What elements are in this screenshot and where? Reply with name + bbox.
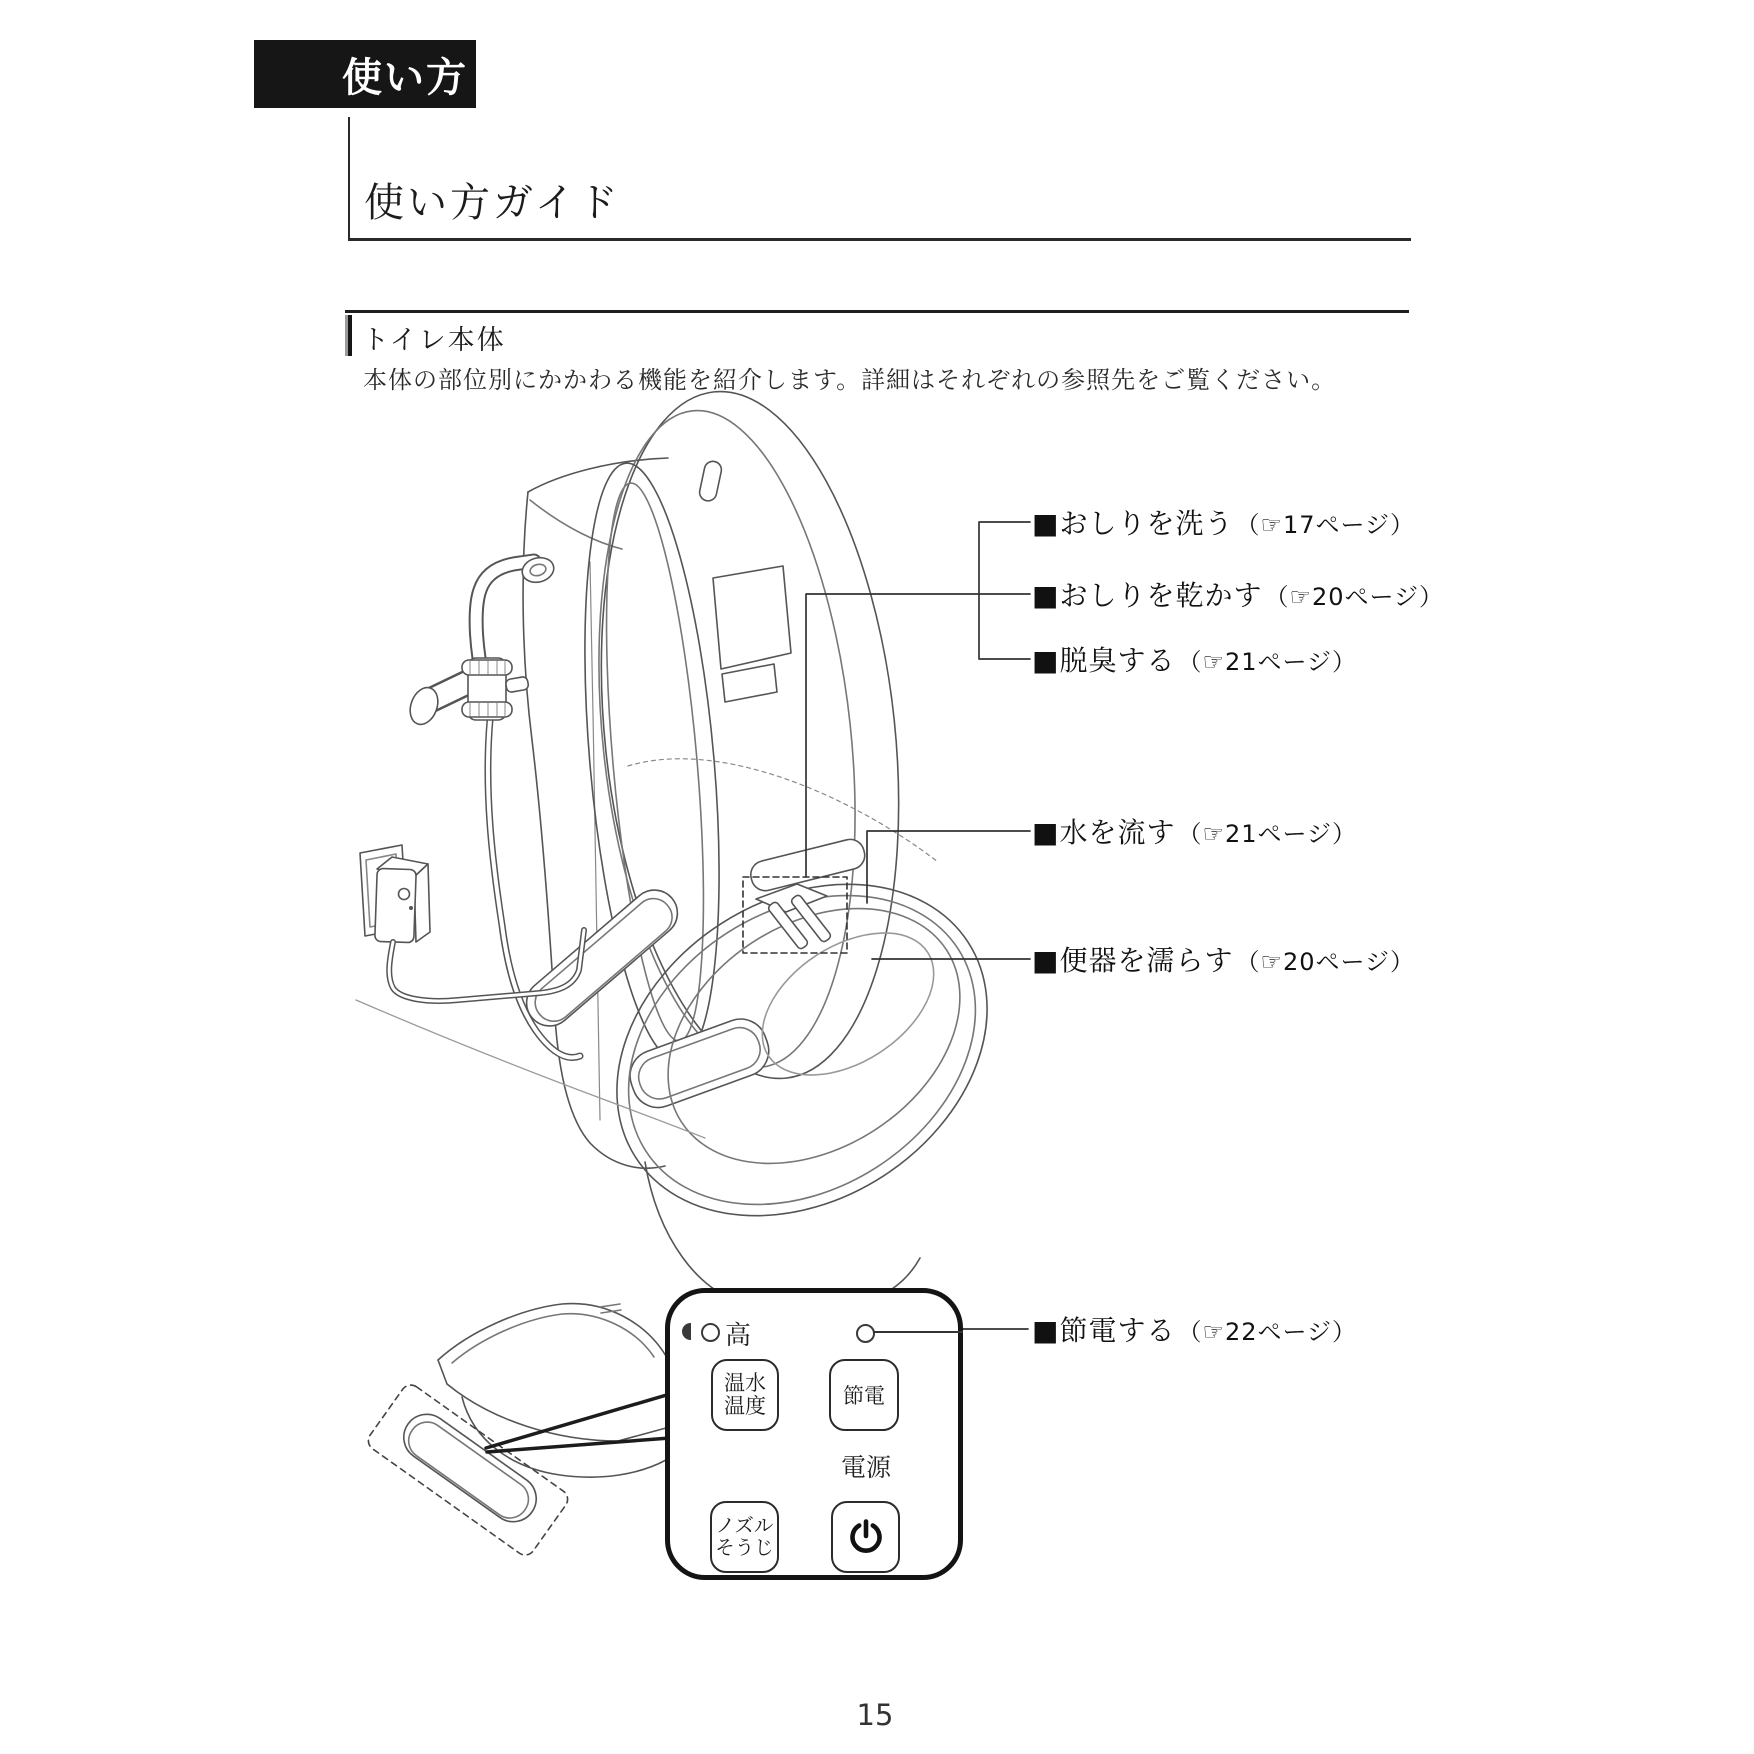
eco-lamp-icon	[856, 1324, 875, 1343]
water-temp-line1: 温水	[724, 1370, 766, 1395]
nozzle-clean-line1: ノズル	[715, 1514, 774, 1538]
stop-valve	[462, 658, 529, 720]
section-description: 本体の部位別にかかわる機能を紹介します。詳細はそれぞれの参照先をご覧ください。	[363, 366, 1337, 394]
leader-flush	[867, 831, 1030, 903]
callout-deodorize	[1032, 639, 1357, 679]
page-title: 使い方ガイド	[364, 180, 621, 226]
callout-flush-text: ■水を流す	[1032, 816, 1176, 849]
callout-wet-bowl-text: ■便器を濡らす	[1032, 944, 1234, 977]
water-temp-button	[711, 1359, 779, 1431]
temp-lamp-icon	[701, 1323, 720, 1342]
control-panel	[665, 1288, 963, 1580]
callout-eco-ref: （☞22ページ）	[1177, 1317, 1358, 1346]
side-arm	[517, 881, 687, 1036]
zoom-wedge-lines	[486, 1394, 670, 1452]
power-label: 電源	[840, 1453, 891, 1482]
callout-eco-text: ■節電する	[1032, 1314, 1176, 1347]
callout-deodorize-ref: （☞21ページ）	[1177, 647, 1358, 676]
power-button	[831, 1501, 900, 1573]
callout-flush	[1032, 811, 1357, 851]
page-number: 15	[856, 1698, 894, 1732]
section-heading-label: トイレ本体	[362, 325, 506, 356]
temp-high-label: 高	[725, 1321, 752, 1351]
callout-wash	[1032, 502, 1415, 542]
water-temp-line2: 温度	[724, 1394, 766, 1418]
section-heading-bar	[345, 315, 352, 356]
chapter-badge	[254, 40, 476, 108]
chapter-badge-label: 使い方	[342, 54, 468, 101]
callout-eco	[1032, 1309, 1357, 1349]
callout-dry	[1032, 574, 1444, 614]
washlet-closed-unit	[364, 1304, 670, 1559]
section-heading	[345, 310, 1409, 359]
leader-lines	[806, 522, 1030, 1329]
eco-button	[829, 1359, 899, 1431]
power-icon	[846, 1517, 886, 1557]
eco-lamp-leader	[873, 1331, 963, 1333]
callout-bracket	[979, 522, 1030, 659]
leader-dry	[806, 594, 1030, 877]
callout-flush-ref: （☞21ページ）	[1177, 819, 1358, 848]
temp-level-indicator-icon	[682, 1323, 691, 1340]
callout-wet-bowl	[1032, 939, 1415, 979]
callout-wet-bowl-ref: （☞20ページ）	[1235, 947, 1416, 976]
eco-button-label: 節電	[843, 1384, 885, 1408]
callout-dry-text: ■おしりを乾かす	[1032, 579, 1263, 612]
nozzle-clean-line2: そうじ	[715, 1536, 774, 1559]
title-block	[348, 117, 1411, 241]
nozzle-clean-button	[710, 1501, 779, 1573]
callout-dry-ref: （☞20ページ）	[1264, 582, 1445, 611]
callout-wash-text: ■おしりを洗う	[1032, 507, 1234, 540]
callout-wash-ref: （☞17ページ）	[1235, 510, 1416, 539]
open-lid	[569, 377, 930, 1094]
callout-deodorize-text: ■脱臭する	[1032, 644, 1176, 677]
